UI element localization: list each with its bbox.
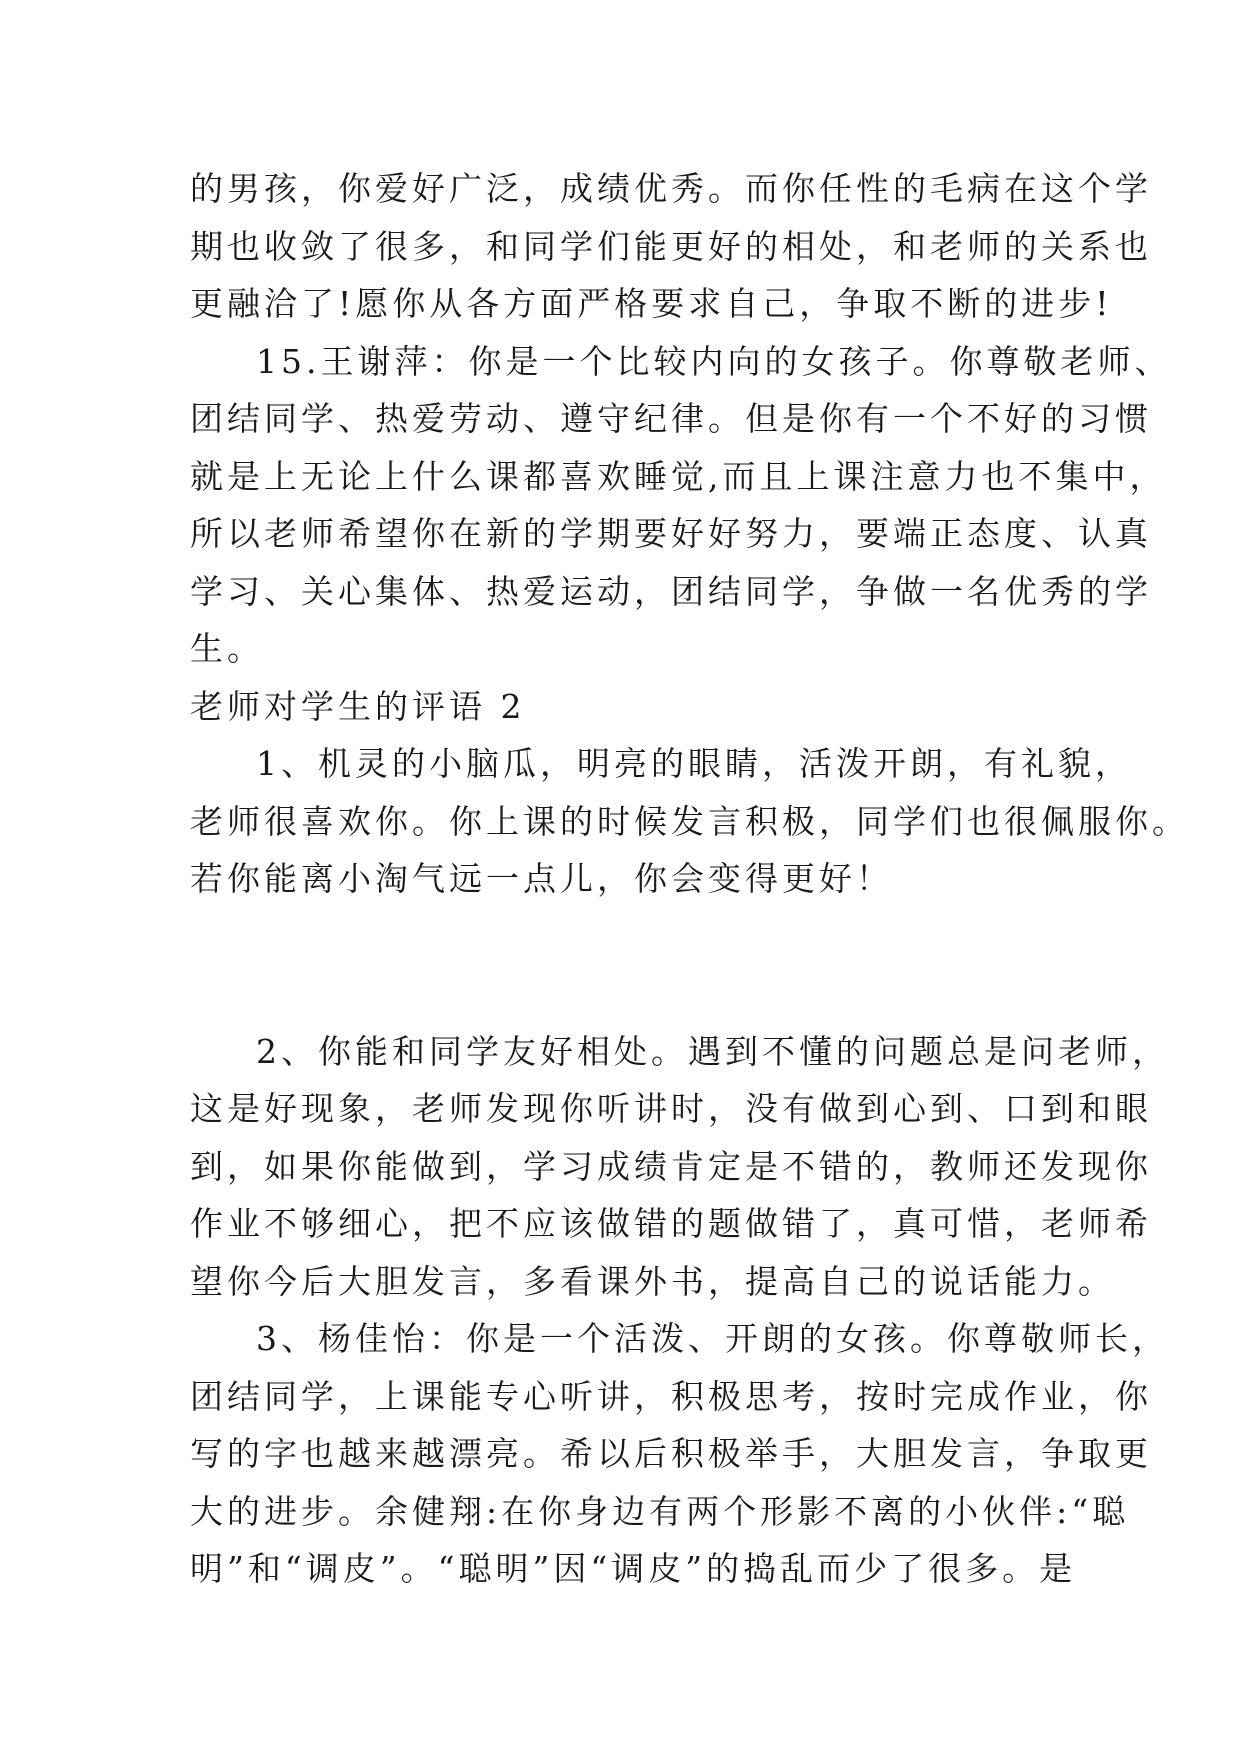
text-line: 大的进步。余健翔:在你身边有两个形影不离的小伙伴:“聪 xyxy=(190,1491,1130,1531)
paragraph-1 xyxy=(190,735,1189,908)
text-line: 就是上无论上什么课都喜欢睡觉,而且上课注意力也不集中， xyxy=(190,456,1167,496)
text-line: 学习、关心集体、热爱运动，团结同学，争做一名优秀的学 xyxy=(190,571,1152,611)
blank-line xyxy=(190,908,1060,1023)
text-line: 期也收敛了很多，和同学们能更好的相处，和老师的关系也 xyxy=(190,226,1152,266)
text-line: 这是好现象，老师发现你听讲时，没有做到心到、口到和眼 xyxy=(190,1089,1152,1128)
text-line: 更融洽了!愿你从各方面严格要求自己，争取不断的进步! xyxy=(190,284,1113,323)
text-line: 明”和“调皮”。“聪明”因“调皮”的捣乱而少了很多。是 xyxy=(190,1549,1077,1588)
section-title: 老师对学生的评语 2 xyxy=(190,686,526,726)
text-line: 15.王谢萍：你是一个比较内向的女孩子。你尊敬老师、 xyxy=(256,341,1172,381)
paragraph-continuation xyxy=(190,160,1152,333)
text-line: 到，如果你能做到，学习成绩肯定是不错的，教师还发现你 xyxy=(190,1146,1152,1186)
text-line: 3、杨佳怡：你是一个活泼、开朗的女孩。你尊敬师长， xyxy=(256,1319,1169,1358)
text-line: 作业不够细心，把不应该做错的题做错了，真可惜，老师希 xyxy=(190,1204,1152,1243)
text-line: 1、机灵的小脑瓜，明亮的眼睛，活泼开朗，有礼貌， xyxy=(256,744,1132,783)
text-line: 若你能离小淘气远一点儿，你会变得更好！ xyxy=(190,859,893,898)
paragraph-2 xyxy=(190,1023,1169,1311)
text-line: 2、你能和同学友好相处。遇到不懂的问题总是问老师， xyxy=(256,1031,1169,1071)
text-line: 老师很喜欢你。你上课的时候发言积极，同学们也很佩服你。 xyxy=(190,801,1189,841)
text-line: 生。 xyxy=(190,629,264,668)
paragraph-3 xyxy=(190,1310,1169,1598)
text-line: 写的字也越来越漂亮。希以后积极举手，大胆发言，争取更 xyxy=(190,1434,1152,1473)
text-line: 团结同学，上课能专心听讲，积极思考，按时完成作业，你 xyxy=(190,1376,1152,1416)
text-line: 团结同学、热爱劳动、遵守纪律。但是你有一个不好的习惯 xyxy=(190,399,1152,438)
text-line: 所以老师希望你在新的学期要好好努力，要端正态度、认真 xyxy=(190,514,1152,553)
text-line: 望你今后大胆发言，多看课外书，提高自己的说话能力。 xyxy=(190,1261,1115,1301)
text-line: 的男孩，你爱好广泛，成绩优秀。而你任性的毛病在这个学 xyxy=(190,169,1152,208)
paragraph-15 xyxy=(190,333,1172,678)
document-body xyxy=(190,160,1189,1598)
